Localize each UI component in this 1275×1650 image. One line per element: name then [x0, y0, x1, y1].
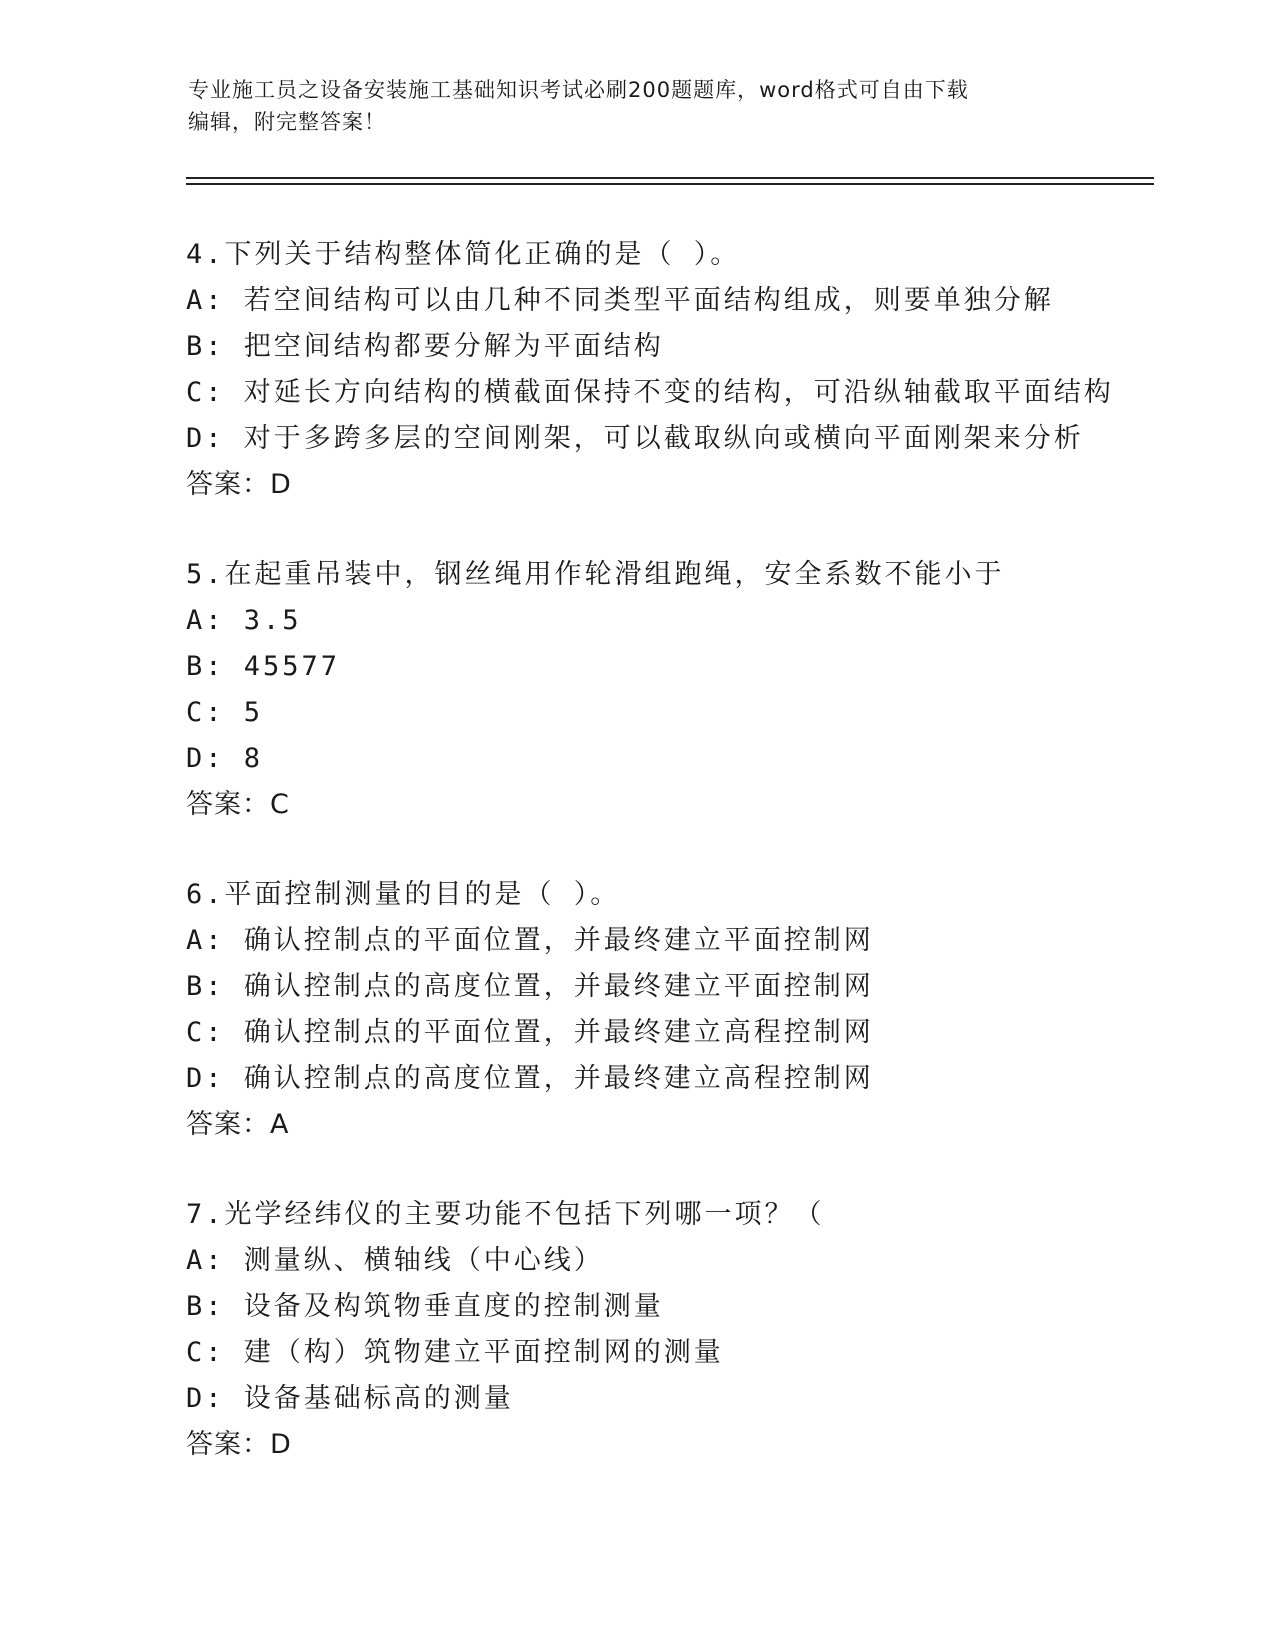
- header-title-line-1: 专业施工员之设备安装施工基础知识考试必刷200题题库，word格式可自由下载: [188, 78, 969, 102]
- answer-line: 答案：D: [186, 1429, 292, 1460]
- question-6: [186, 872, 1146, 1148]
- answer-line: 答案：A: [186, 1109, 290, 1140]
- option-b: B: 把空间结构都要分解为平面结构: [186, 331, 664, 362]
- option-c: C: 确认控制点的平面位置，并最终建立高程控制网: [186, 1017, 874, 1048]
- header-divider-bottom: [186, 183, 1154, 185]
- option-d: D: 设备基础标高的测量: [186, 1383, 514, 1414]
- option-a: A: 确认控制点的平面位置，并最终建立平面控制网: [186, 925, 874, 956]
- option-a: A: 3.5: [186, 605, 302, 636]
- option-c: C: 5: [186, 697, 264, 728]
- option-d: D: 对于多跨多层的空间刚架，可以截取纵向或横向平面刚架来分析: [186, 423, 1084, 454]
- question-5: [186, 552, 1146, 828]
- question-7: [186, 1192, 1146, 1468]
- answer-line: 答案：C: [186, 789, 290, 820]
- question-stem: 4.下列关于结构整体简化正确的是（ ）。: [186, 239, 741, 270]
- option-a: A: 若空间结构可以由几种不同类型平面结构组成，则要单独分解: [186, 285, 1054, 316]
- option-c: C: 建（构）筑物建立平面控制网的测量: [186, 1337, 724, 1368]
- option-d: D: 8: [186, 743, 264, 774]
- option-a: A: 测量纵、横轴线（中心线）: [186, 1245, 604, 1276]
- option-b: B: 设备及构筑物垂直度的控制测量: [186, 1291, 664, 1322]
- option-c: C: 对延长方向结构的横截面保持不变的结构，可沿纵轴截取平面结构: [186, 377, 1114, 408]
- answer-line: 答案：D: [186, 469, 292, 500]
- option-b: B: 45577: [186, 651, 341, 682]
- question-stem: 5.在起重吊装中，钢丝绳用作轮滑组跑绳，安全系数不能小于: [186, 559, 1005, 590]
- question-stem: 6.平面控制测量的目的是（ ）。: [186, 879, 621, 910]
- option-d: D: 确认控制点的高度位置，并最终建立高程控制网: [186, 1063, 874, 1094]
- question-stem: 7.光学经纬仪的主要功能不包括下列哪一项？（: [186, 1199, 825, 1230]
- question-4: [186, 232, 1146, 508]
- option-b: B: 确认控制点的高度位置，并最终建立平面控制网: [186, 971, 874, 1002]
- document-header: [188, 74, 1068, 138]
- header-divider-top: [186, 177, 1154, 179]
- header-title-line-2: 编辑，附完整答案！: [188, 110, 386, 134]
